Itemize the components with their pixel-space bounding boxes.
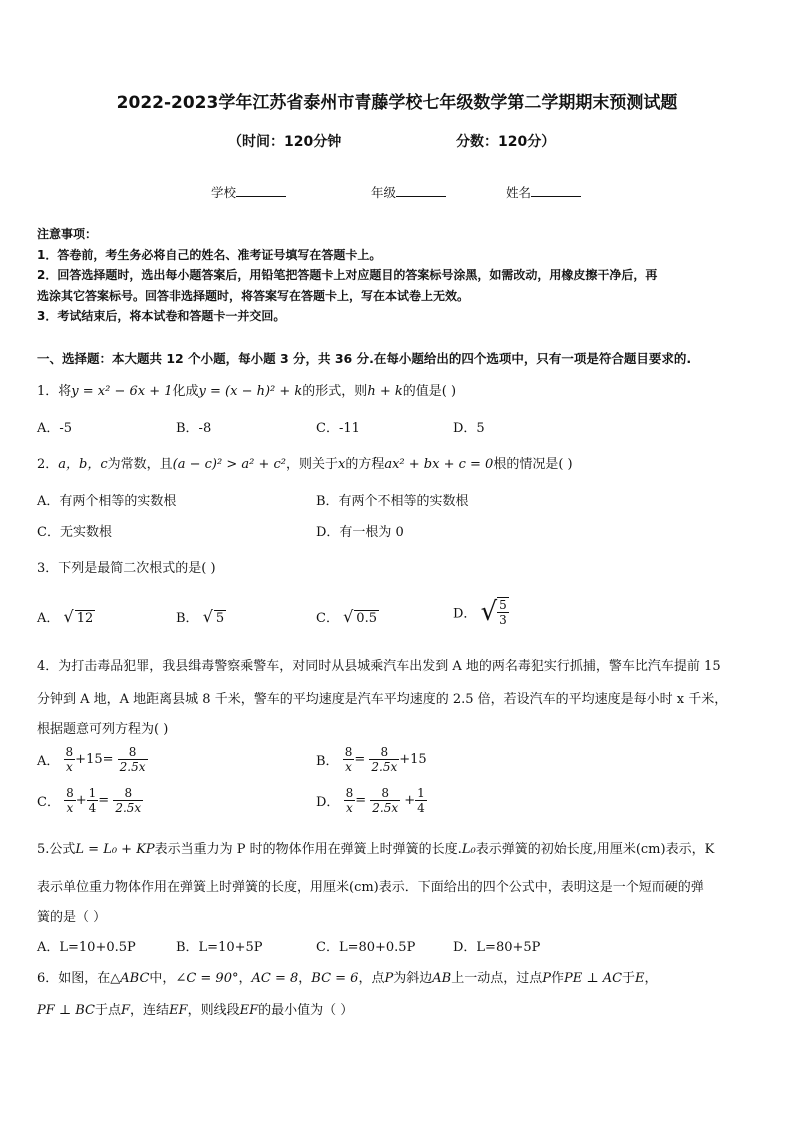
fraction	[415, 786, 427, 815]
grade-label: 年级	[371, 185, 397, 200]
q5-text: 表示当重力为 P 时的物体作用在弹簧上时弹簧的长度.	[154, 842, 462, 857]
q1-option-a[interactable]: A．-5	[37, 421, 73, 436]
q4-op: +	[75, 793, 87, 808]
question-5-line: 簧的是（ ）	[37, 910, 107, 925]
q4-term: +15	[75, 752, 103, 767]
fraction-numerator: 8	[113, 786, 143, 801]
name-blank	[531, 184, 581, 197]
question-4-line: 4．为打击毒品犯罪，我县缉毒警察乘警车，对同时从县城乘汽车出发到 A 地的两名毒犯实行抓捕，警车比汽车提前 15	[37, 659, 721, 674]
q1-expr: y = x² − 6x + 1	[71, 384, 173, 399]
grade-field	[371, 183, 446, 201]
question-1	[37, 380, 456, 399]
q6-expr: P	[542, 971, 551, 986]
q6-text: 为斜边	[393, 971, 433, 986]
fraction-denominator: 4	[417, 801, 425, 815]
question-4-line: 分钟到 A 地，A 地距离县城 8 千米，警车的平均速度是汽车平均速度的 2.5 倍，若设汽车的平均速度是每小时 x 千米，	[37, 692, 728, 707]
sqrt-icon: √	[480, 597, 498, 627]
question-6-line	[37, 999, 353, 1018]
q6-expr: AC = 8	[251, 971, 299, 986]
fraction-denominator: x	[66, 801, 74, 815]
fraction-numerator: 8	[66, 786, 74, 800]
q3-radicand: 12	[76, 611, 94, 626]
note-item: 1．答卷前，考生务必将自己的姓名、准考证号填写在答题卡上。	[37, 248, 382, 262]
q4-eq: =	[354, 752, 366, 767]
note-item: 选涂其它答案标号。回答非选择题时，将答案写在答题卡上，写在本试卷上无效。	[37, 289, 470, 303]
q2-expr: ax² + bx + c = 0	[384, 457, 494, 472]
q4-label: B．	[316, 754, 339, 769]
q6-text: ，则线段	[187, 1003, 240, 1018]
q6-expr: △ABC	[110, 971, 150, 986]
q2-expr: (a − c)² > a² + c²	[172, 457, 286, 472]
note-item: 3．考试结束后，将本试卷和答题卡一并交回。	[37, 309, 286, 323]
q4-label: C．	[37, 795, 60, 810]
q2-option-d[interactable]: D．有一根为 0	[316, 525, 404, 540]
fraction-denominator: 2.5x	[371, 760, 398, 774]
fraction-denominator: x	[346, 801, 353, 815]
grade-blank	[396, 184, 446, 197]
fraction-denominator: 3	[499, 613, 507, 627]
q6-text: 作	[550, 971, 564, 986]
q1-option-d[interactable]: D．5	[453, 421, 485, 436]
q4-label: A．	[37, 754, 60, 769]
q5-option-d[interactable]: D．L=80+5P	[453, 940, 541, 955]
q4-eq: =	[102, 752, 114, 767]
q4-eq: =	[98, 793, 110, 808]
fraction	[369, 745, 399, 774]
q2-option-b[interactable]: B．有两个不相等的实数根	[316, 494, 469, 509]
q4-option-d[interactable]	[316, 786, 427, 815]
fraction-numerator: 1	[88, 786, 97, 800]
q6-expr: BC = 6	[311, 971, 359, 986]
q1-expr: y = (x − h)² + k	[198, 384, 303, 399]
q4-option-a[interactable]	[37, 745, 148, 774]
question-5-line: 表示单位重力物体作用在弹簧上时弹簧的长度，用厘米(cm)表示．下面给出的四个公式中，表明这是一个短而硬的弹	[37, 880, 704, 895]
q3-option-c[interactable]	[316, 607, 379, 626]
question-2	[37, 453, 573, 472]
fraction	[64, 786, 76, 815]
q1-option-b[interactable]: B．-8	[176, 421, 212, 436]
sqrt-icon: √	[63, 607, 74, 626]
question-3: 3．下列是最简二次根式的是( )	[37, 561, 216, 576]
q6-expr: P	[384, 971, 394, 986]
note-item: 2．回答选择题时，选出每小题答案后，用铅笔把答题卡上对应题目的答案标号涂黑，如需改动，用橡皮擦干净后，再	[37, 268, 658, 282]
q5-text: 表示弹簧的初始长度,用厘米(cm)表示，K	[475, 842, 715, 857]
q4-eq: =	[355, 793, 367, 808]
q4-op: +	[404, 793, 416, 808]
score-label: 分数：120分）	[456, 134, 556, 150]
q6-text: ，点	[358, 971, 385, 986]
name-field	[506, 183, 581, 201]
q6-expr: AB	[432, 971, 452, 986]
q2-text: ，则关于	[285, 457, 338, 472]
fraction-numerator: 1	[417, 786, 425, 800]
q6-text: ，	[644, 971, 658, 986]
q6-expr: F	[121, 1003, 131, 1018]
q6-text: ，连结	[130, 1003, 170, 1018]
fraction-numerator: 5	[499, 598, 507, 612]
q6-text: 中，	[149, 971, 176, 986]
question-6-line	[37, 967, 658, 986]
q1-text: 1．将	[37, 384, 72, 399]
q6-expr: ∠C = 90°	[175, 971, 239, 986]
q5-formula: L = L₀ + KP	[75, 842, 155, 857]
q3-label: A．	[37, 611, 60, 626]
q3-option-a[interactable]	[37, 607, 95, 626]
q6-text: 于点	[95, 1003, 122, 1018]
q6-expr: E	[635, 971, 645, 986]
q4-label: D．	[316, 795, 340, 810]
fraction-denominator: 2.5x	[372, 801, 399, 815]
q6-text: ，	[238, 971, 252, 986]
q1-option-c[interactable]: C．-11	[316, 421, 360, 436]
page-title: 2022-2023学年江苏省泰州市青藤学校七年级数学第二学期期末预测试题	[116, 93, 678, 113]
question-4-line: 根据题意可列方程为( )	[37, 722, 169, 737]
fraction	[87, 786, 99, 815]
q3-radicand: 5	[215, 611, 225, 626]
fraction-numerator: 8	[370, 786, 400, 801]
question-5-line	[37, 838, 714, 857]
q2-option-a[interactable]: A．有两个相等的实数根	[37, 494, 177, 509]
fraction-denominator: 2.5x	[115, 801, 142, 815]
fraction	[113, 786, 143, 815]
fraction	[344, 786, 356, 815]
section-heading: 一、选择题：本大题共 12 个小题，每小题 3 分，共 36 分.在每小题给出的四个选项中，只有一项是符合题目要求的.	[37, 351, 692, 366]
q4-term: +15	[399, 752, 427, 767]
q5-option-c[interactable]: C．L=80+0.5P	[316, 940, 416, 955]
fraction-denominator: x	[65, 760, 73, 774]
q3-fraction	[497, 597, 509, 627]
q2-expr: x	[337, 457, 346, 472]
fraction-denominator: 2.5x	[119, 760, 146, 774]
fraction-numerator: 8	[65, 745, 74, 759]
q6-text: 上一动点，过点	[451, 971, 543, 986]
q3-label: D．	[453, 606, 477, 622]
fraction	[64, 745, 76, 774]
q3-option-d[interactable]	[453, 597, 509, 627]
school-label: 学校	[211, 185, 237, 200]
name-label: 姓名	[506, 185, 532, 200]
q1-expr: h + k	[367, 384, 403, 399]
fraction-numerator: 8	[369, 745, 399, 760]
q6-text: 的最小值为（ ）	[258, 1003, 354, 1018]
school-blank	[236, 184, 286, 197]
q3-option-b[interactable]	[176, 607, 226, 626]
q6-text: 6．如图，在	[37, 971, 111, 986]
q6-expr: PF ⊥ BC	[37, 1003, 95, 1018]
q6-expr: PE ⊥ AC	[563, 971, 623, 986]
fraction-numerator: 8	[345, 786, 354, 800]
school-field	[211, 183, 286, 201]
sqrt-icon: √	[343, 607, 354, 626]
q3-label: C．	[316, 611, 339, 626]
q1-text: 的值是( )	[402, 384, 457, 399]
q2-text: 为常数，且	[107, 457, 173, 472]
q5-option-a[interactable]: A．L=10+0.5P	[37, 940, 136, 955]
q1-text: 化成	[172, 384, 199, 399]
q2-text: 的方程	[345, 457, 385, 472]
q2-text: 根的情况是( )	[493, 457, 573, 472]
time-label: （时间：120分钟	[228, 134, 342, 150]
q6-text: ，	[298, 971, 312, 986]
q4-option-b[interactable]	[316, 745, 427, 774]
q5-option-b[interactable]: B．L=10+5P	[176, 940, 263, 955]
sqrt-icon: √	[202, 607, 213, 626]
q3-radicand: 0.5	[356, 611, 377, 626]
notes-heading: 注意事项：	[37, 227, 98, 241]
fraction-numerator: 8	[118, 745, 148, 760]
q5-formula: L₀	[461, 842, 476, 857]
fraction-numerator: 8	[344, 745, 353, 759]
q6-text: 于	[622, 971, 636, 986]
q5-text: 5.公式	[37, 842, 76, 857]
fraction	[343, 745, 355, 774]
q1-text: 的形式，则	[302, 384, 368, 399]
q2-text: 2．	[37, 457, 59, 472]
q4-option-c[interactable]	[37, 786, 143, 815]
fraction-denominator: x	[345, 760, 352, 774]
q2-expr: a，b，c	[58, 457, 108, 472]
fraction	[370, 786, 400, 815]
fraction-denominator: 4	[88, 801, 97, 815]
q3-label: B．	[176, 611, 199, 626]
q6-expr: EF	[239, 1003, 259, 1018]
fraction	[118, 745, 148, 774]
q6-expr: EF	[169, 1003, 188, 1018]
q2-option-c[interactable]: C．无实数根	[37, 525, 112, 540]
